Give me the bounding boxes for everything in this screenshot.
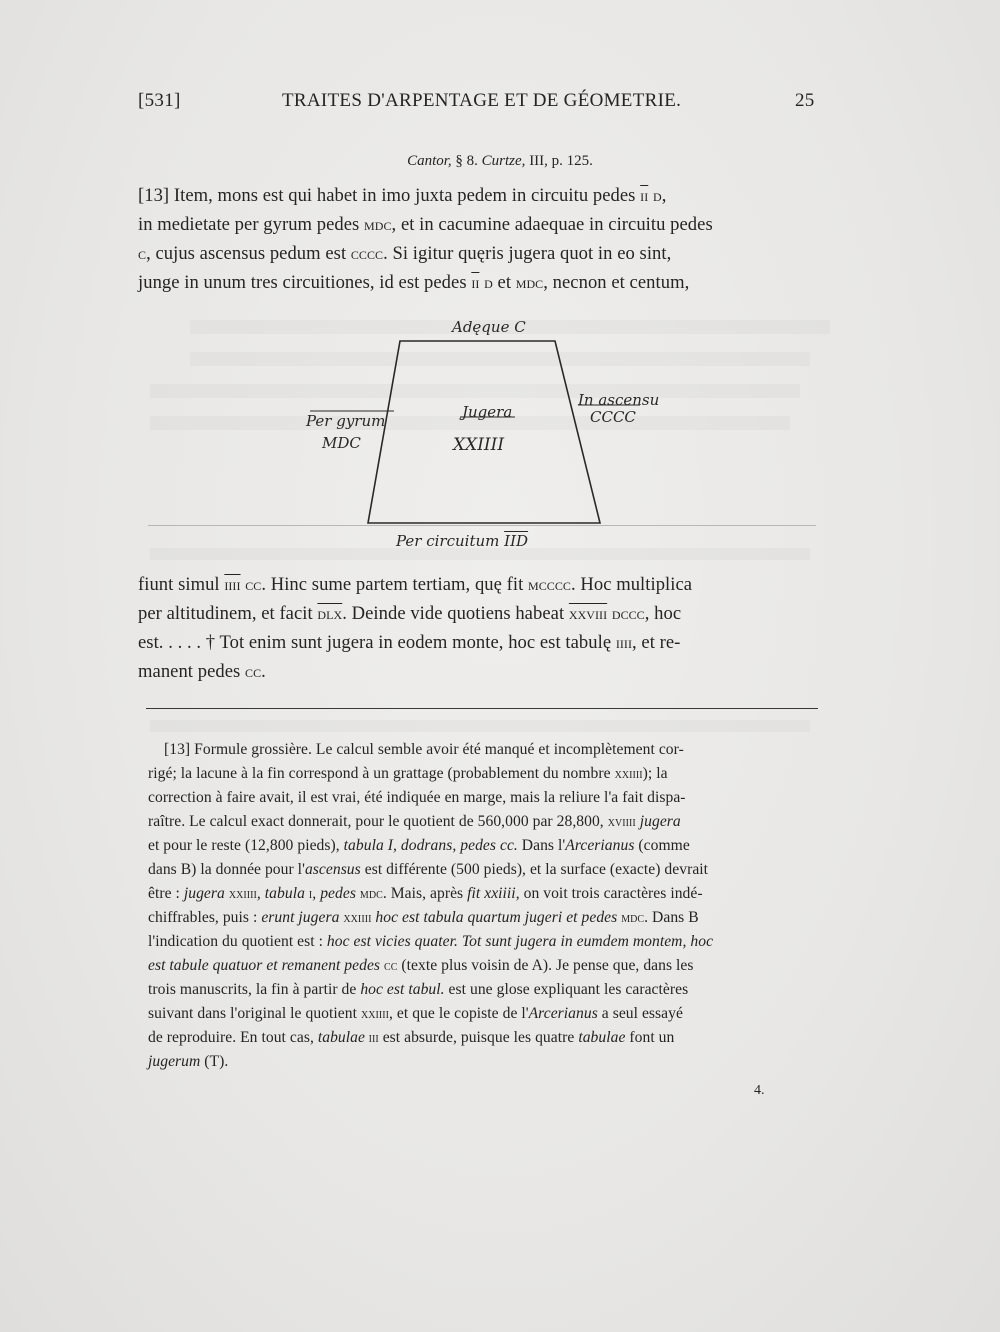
header-folio: [531] <box>138 90 181 111</box>
note-text: font un <box>625 1029 675 1046</box>
note-italic: , tabula <box>256 885 309 902</box>
latin-text: fiunt simul <box>138 574 225 595</box>
latin-text: . Hoc multiplica <box>570 574 693 595</box>
latin-text: , et in cacumine adaequae in circuitu pedes <box>391 214 713 235</box>
note-text: raître. Le calcul exact donnerait, pour le quotient de 560,000 par 28,800, <box>148 813 608 830</box>
note-line-11 <box>148 981 688 999</box>
latin-text: manent pedes <box>138 661 246 682</box>
note-italic: tabulae <box>317 1029 365 1046</box>
figure-label-per-gyrum: Per gyrum <box>306 412 386 430</box>
note-text: est absurde, puisque les quatre <box>378 1029 579 1046</box>
roman-numeral: mdc <box>515 273 544 292</box>
latin-text: et <box>492 272 516 293</box>
latin-line-4 <box>138 272 689 294</box>
header-page-number: 25 <box>795 90 815 111</box>
figure-label-bottom-text: Per circuitum <box>396 532 500 550</box>
roman-numeral: d <box>652 186 662 205</box>
note-line-6 <box>148 861 708 879</box>
roman-numeral: iiii <box>615 633 633 652</box>
note-line-2 <box>148 765 668 783</box>
citation-ref: III, p. 125. <box>525 153 593 169</box>
latin-text: , necnon et centum, <box>543 272 690 293</box>
latin-text: , et re- <box>632 632 681 653</box>
note-italic: jugera <box>183 885 229 902</box>
note-text: a seul essayé <box>597 1005 683 1022</box>
faint-rule <box>148 525 816 526</box>
note-text: est une glose expliquant les caractères <box>444 981 689 998</box>
latin-line-1 <box>138 185 666 207</box>
note-text: trois manuscrits, la fin à partir de <box>148 981 361 998</box>
roman-numeral: mdc <box>359 886 383 902</box>
latin-line-6 <box>138 603 681 625</box>
roman-numeral: mcccc <box>528 575 571 594</box>
note-text: (texte plus voisin de A). Je pense que, dans les <box>397 957 694 974</box>
figure-label-xxiiii: XXIIII <box>453 435 505 455</box>
roman-numeral: xxiiii <box>614 766 643 782</box>
note-text: dans B) la donnée pour l' <box>148 861 305 878</box>
note-text: [13] Formule grossière. Le calcul semble avoir été manqué et incomplètement cor- <box>164 741 684 758</box>
latin-text: per altitudinem, et facit <box>138 603 318 624</box>
latin-text: in medietate per gyrum pedes <box>138 214 365 235</box>
latin-text: . <box>261 661 266 682</box>
citation-section: § 8. <box>451 153 482 169</box>
note-line-13 <box>148 1029 674 1047</box>
note-italic: hoc est vicies quater. Tot sunt jugera in eumdem montem, hoc <box>326 933 714 950</box>
roman-numeral: xxiiii <box>228 886 257 902</box>
latin-text: [13] Item, mons est qui habet in imo juxta pedem in circuitu pedes <box>138 185 641 206</box>
note-italic: erunt jugera <box>261 909 344 926</box>
note-italic: , pedes <box>312 885 360 902</box>
note-line-1 <box>164 741 684 759</box>
note-line-7 <box>148 885 703 903</box>
figure-label-jugera: Jugera <box>462 403 513 421</box>
note-text: . Mais, après <box>382 885 468 902</box>
note-text: suivant dans l'original le quotient <box>148 1005 361 1022</box>
citation-name: Curtze, <box>481 153 526 169</box>
roman-numeral: mdc <box>364 215 392 234</box>
trapezoid-figure <box>300 315 780 555</box>
trapezoid-shape <box>368 341 600 523</box>
trapezoid-diagram <box>300 315 780 555</box>
roman-numeral: cc <box>384 958 398 974</box>
figure-label-cccc: CCCC <box>590 408 636 426</box>
header-title: TRAITES D'ARPENTAGE ET DE GÉOMETRIE. <box>282 90 682 111</box>
roman-numeral: d <box>484 273 493 292</box>
note-text: rigé; la lacune à la fin correspond à un grattage (probablement du nombre <box>148 765 615 782</box>
roman-numeral: xxviii <box>568 604 608 623</box>
note-italic: hoc est tabula quartum jugeri et pedes <box>371 909 622 926</box>
latin-text: , <box>661 185 667 206</box>
note-text: être : <box>148 885 184 902</box>
latin-text: . Deinde vide quotiens habeat <box>342 603 569 624</box>
figure-label-top: Adęque C <box>452 318 526 336</box>
roman-numeral: iii <box>364 1030 379 1046</box>
note-line-9 <box>148 933 713 951</box>
roman-numeral: cc <box>245 662 262 681</box>
note-text: chiffrables, puis : <box>148 909 262 926</box>
note-line-10 <box>148 957 694 975</box>
roman-numeral: i <box>308 886 313 902</box>
citation-author: Cantor, <box>407 153 452 169</box>
note-text: (T). <box>200 1053 229 1070</box>
latin-line-5 <box>138 574 692 596</box>
note-italic: jugerum <box>148 1053 201 1070</box>
figure-label-bottom-num: $\overline{IID}$ <box>504 532 529 550</box>
note-italic: tabulae <box>578 1029 626 1046</box>
note-text: . Dans B <box>644 909 699 926</box>
note-text: de reproduire. En tout cas, <box>148 1029 318 1046</box>
footnote-rule <box>146 708 818 709</box>
roman-numeral: mdc <box>621 910 645 926</box>
latin-text: . Si igitur quęris jugera quot in eo sint, <box>383 243 672 264</box>
note-text: et pour le reste (12,800 pieds), <box>148 837 344 854</box>
latin-text: , cujus ascensus pedum est <box>146 243 351 264</box>
roman-numeral: dccc <box>611 604 645 623</box>
note-italic: hoc est tabul. <box>360 981 445 998</box>
note-line-8 <box>148 909 699 927</box>
roman-numeral: $\overline{dlx}$ <box>317 604 343 623</box>
roman-numeral: cccc <box>350 244 384 263</box>
note-text: est différente (500 pieds), et la surface (exacte) devrait <box>360 861 709 878</box>
latin-line-8 <box>138 661 266 683</box>
note-italic: jugera <box>635 813 681 830</box>
latin-text: est. . . . . † Tot enim sunt jugera in eodem monte, hoc est tabulę <box>138 632 616 653</box>
roman-numeral: cc <box>245 575 262 594</box>
note-text: correction à faire avait, il est vrai, été indiquée en marge, mais la reliure l'a fait dispa- <box>148 789 686 806</box>
roman-numeral: xxiiii <box>360 1006 390 1022</box>
roman-numeral: c <box>138 244 147 263</box>
roman-numeral: $\overline{ii}$ <box>640 186 649 205</box>
note-italic: est tabule quatuor et remanent pedes <box>148 957 384 974</box>
note-italic: tabula I, dodrans, pedes cc. <box>343 837 518 854</box>
latin-text: . Hinc sume partem tertiam, quę fit <box>261 574 529 595</box>
note-text: (comme <box>634 837 690 854</box>
note-line-4 <box>148 813 681 831</box>
latin-line-2 <box>138 214 713 236</box>
note-text: , on voit trois caractères indé- <box>515 885 703 902</box>
signature-mark: 4. <box>754 1083 765 1098</box>
note-text: Dans l' <box>517 837 566 854</box>
note-line-5 <box>148 837 690 855</box>
figure-label-mdc: MDC <box>322 434 361 452</box>
note-italic: ascensus <box>304 861 361 878</box>
figure-label-per-circuitum <box>396 532 528 550</box>
note-italic: Arcerianus <box>565 837 635 854</box>
note-line-12 <box>148 1005 683 1023</box>
note-text: l'indication du quotient est : <box>148 933 327 950</box>
note-italic: fit xxiiii <box>467 885 516 902</box>
citation <box>0 153 1000 170</box>
note-text: ); la <box>642 765 668 782</box>
roman-numeral: $\overline{ii}$ <box>471 273 480 292</box>
latin-text: junge in unum tres circuitiones, id est pedes <box>138 272 472 293</box>
note-text: , et que le copiste de l' <box>389 1005 529 1022</box>
latin-line-7 <box>138 632 680 654</box>
note-line-3 <box>148 789 686 807</box>
latin-text: , hoc <box>644 603 682 624</box>
note-line-14 <box>148 1053 228 1071</box>
latin-line-3 <box>138 243 671 265</box>
roman-numeral: iiii <box>224 575 241 594</box>
figure-label-in-ascensu: In ascensu <box>578 391 660 409</box>
roman-numeral: xxiiii <box>343 910 372 926</box>
note-italic: Arcerianus <box>528 1005 598 1022</box>
roman-numeral: xviiii <box>607 814 636 830</box>
